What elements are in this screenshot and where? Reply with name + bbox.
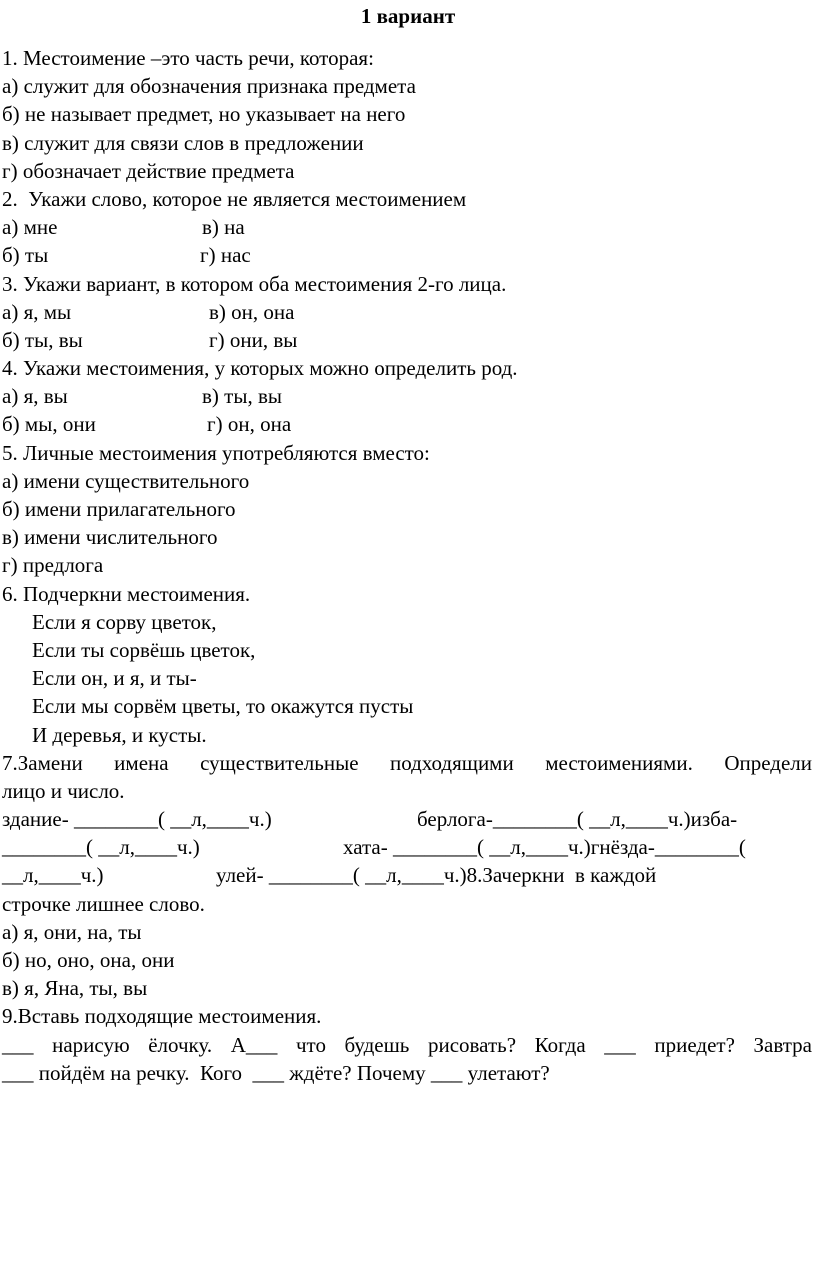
question-3-row-2 [2,326,812,354]
question-3-option-a: а) я, мы [2,299,72,324]
question-7-item: хата- ________( __л,____ч.)гнёзда-________( [343,835,746,860]
poem-line: Если мы сорвём цветы, то окажутся пусты [32,694,414,719]
question-7-item: здание- ________( __л,____ч.) [2,807,272,832]
question-4-option-c: в) ты, вы [202,384,282,409]
question-1-text: 1. Местоимение –это часть речи, которая: [2,46,374,70]
question-7-text-cont: лицо и число. [2,778,125,803]
worksheet-content [2,44,812,1087]
question-3-option-d: г) они, вы [209,327,298,352]
question-2-row-1 [2,213,812,241]
question-7-item: ________( __л,____ч.) [2,835,200,860]
question-8-option-c: в) я, Яна, ты, вы [2,976,148,1001]
question-7-row-3 [2,861,812,889]
question-5-text: 5. Личные местоимения употребляются вместо: [2,440,430,465]
question-7-text: 7.Замени имена существительные подходящими местоимениями. Определи [2,750,812,775]
question-5-option-a: а) имени существительного [2,468,250,493]
question-8-option-b: б) но, оно, она, они [2,948,175,972]
question-3-option-b: б) ты, вы [2,327,83,352]
question-8-option-a: а) я, они, на, ты [2,919,142,944]
question-1-option-d: г) обозначает действие предмета [2,158,295,183]
poem-line: Если он, и я, и ты- [32,666,197,691]
question-2-option-b: б) ты [2,243,49,268]
question-5-option-d: г) предлога [2,553,104,578]
question-4-option-d: г) он, она [207,412,292,437]
question-4-text: 4. Укажи местоимения, у которых можно определить род. [2,356,518,381]
question-4-option-a: а) я, вы [2,384,68,409]
poem-line: Если я сорву цветок, [32,609,217,634]
question-7-row-2 [2,833,812,861]
question-7-item: улей- ________( __л,____ч.)8.Зачеркни в каждой [216,863,657,888]
question-4-row-1 [2,382,812,410]
question-1-option-b: б) не называет предмет, но указывает на него [2,102,406,127]
question-1-option-a: а) служит для обозначения признака предмета [2,74,416,99]
question-5-option-c: в) имени числительного [2,525,218,550]
question-6-text: 6. Подчеркни местоимения. [2,581,251,606]
question-4-option-b: б) мы, они [2,412,96,437]
question-2-option-d: г) нас [200,243,251,268]
question-2-text: 2. Укажи слово, которое не является местоимением [2,186,467,211]
question-4-row-2 [2,410,812,438]
question-7-item: берлога-________( __л,____ч.)изба- [417,807,738,832]
poem-line: Если ты сорвёшь цветок, [32,637,256,662]
question-3-option-c: в) он, она [209,299,295,324]
question-3-row-1 [2,298,812,326]
question-2-option-c: в) на [202,215,245,240]
question-7-row-1 [2,805,812,833]
question-9-text: 9.Вставь подходящие местоимения. [2,1004,322,1029]
question-8-text: строчке лишнее слово. [2,891,205,916]
question-2-option-a: а) мне [2,215,58,240]
page-title: 1 вариант [360,4,456,28]
poem-line: И деревья, и кусты. [32,722,207,747]
question-5-option-b: б) имени прилагательного [2,497,236,521]
question-3-text: 3. Укажи вариант, в котором оба местоимения 2-го лица. [2,271,507,296]
question-2-row-2 [2,241,812,269]
question-9-sentence: ___ пойдём на речку. Кого ___ ждёте? Почему ___ улетают? [2,1060,550,1085]
question-9-sentence: ___ нарисую ёлочку. А___ что будешь рисовать? Когда ___ приедет? Завтра [2,1032,812,1057]
question-1-option-c: в) служит для связи слов в предложении [2,130,364,155]
question-7-item: __л,____ч.) [2,863,104,888]
